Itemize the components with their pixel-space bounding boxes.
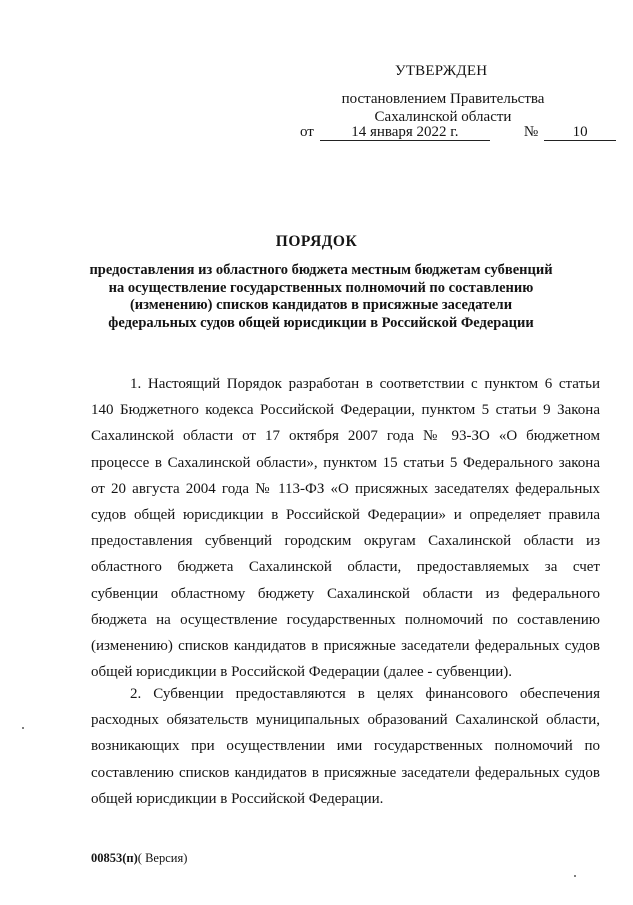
paragraph-1: 1. Настоящий Порядок разработан в соответствии с пунктом 6 статьи 140 Бюджетного кодекса Российской Федерации, пунктом 5 статьи 9 Закона Сахалинской области от 17 октября 2007 года № 93-ЗО «О бюджетном процессе в Сахалинской области», пунктом 15 статьи 5 Федерального закона от 20 августа 2004 года № 113-ФЗ «О присяжных заседателях федеральных судов общей юрисдикции в Российской Федерации» и определяет правила предоставления субвенций городским округам Сахалинской области из областного бюджета Сахалинской области, предоставляемых за счет субвенции областному бюджету Сахалинской области из федерального бюджета на осуществление государственных полномочий по составлению (изменению) списков кандидатов в присяжные заседатели федеральных судов общей юрисдикции в Российской Федерации (далее - субвенции). [91, 376, 600, 681]
decree-line-1: постановлением Правительства [341, 91, 545, 107]
paragraph-2: 2. Субвенции предоставляются в целях финансового обеспечения расходных обязательств муниципальных образований Сахалинской области, возникающих при осуществлении ими государственных полномочий по составлению списков кандидатов в присяжные заседатели федеральных судов общей юрисдикции в Российской Федерации. [91, 686, 600, 807]
document-subtitle: предоставления из областного бюджета местным бюджетам субвенций на осуществление государственных полномочий по составлению (изменению) списков кандидатов в присяжные заседатели федеральных судов общей юрисдикции в Российской Федерации [89, 262, 553, 331]
decree-date: 14 января 2022 г. [320, 125, 490, 141]
date-prefix: от [300, 124, 314, 140]
scan-speck [22, 727, 24, 729]
document-title: ПОРЯДОК [275, 233, 358, 250]
number-sign: № [523, 124, 539, 140]
approved-stamp: УТВЕРЖДЕН [395, 63, 488, 79]
footer-version: ( Версия) [137, 851, 188, 865]
decree-number: 10 [544, 125, 616, 141]
footer-code: 00853(п) [91, 851, 138, 865]
decree-reference [337, 90, 549, 126]
document-footer [91, 851, 187, 866]
decree-date-line [300, 124, 616, 141]
scan-speck [574, 875, 576, 877]
decree-line-2: Сахалинской области [374, 109, 512, 125]
